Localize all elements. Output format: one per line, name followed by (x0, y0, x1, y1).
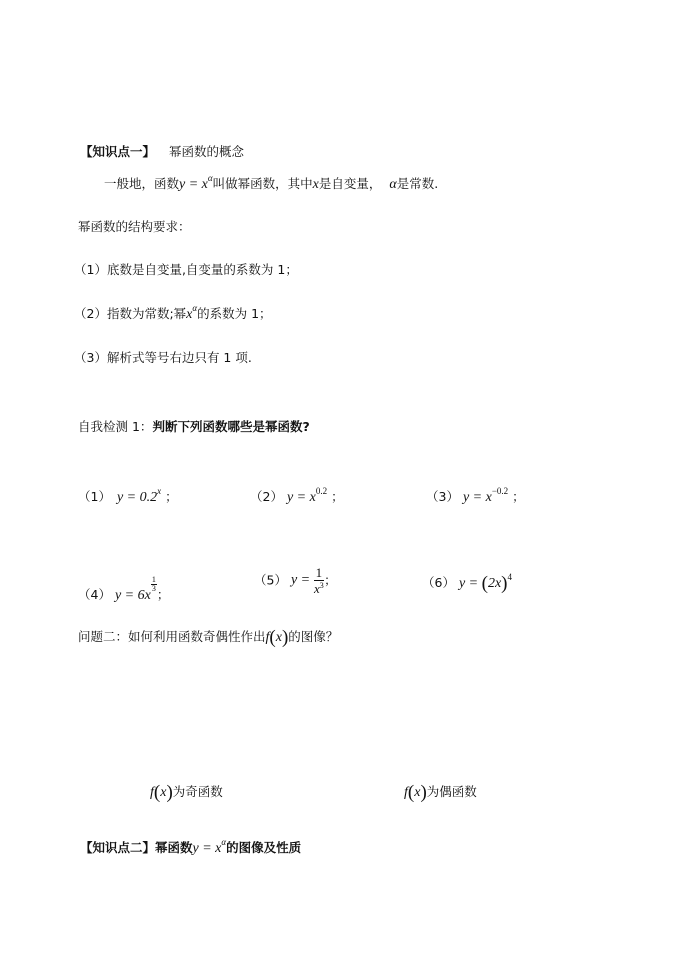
definition-suffix: 是常数. (396, 176, 439, 191)
check-item-5-fraction (314, 566, 325, 595)
check-item-4 (78, 576, 169, 603)
requirement-2-suffix: 的系数为 1； (197, 306, 272, 321)
question2-line (78, 628, 338, 647)
check-item-6 (422, 574, 512, 593)
check-item-6-formula: $y = (2x)^4$ (458, 572, 512, 594)
check-item-4-num: （4） (78, 587, 111, 602)
question2-suffix: 的图像？ (288, 629, 339, 644)
definition-alpha: α (389, 177, 397, 192)
section2-formula-exp: α (221, 837, 227, 847)
requirement-2-base: x (186, 307, 193, 322)
caption-even-f: f (404, 785, 408, 800)
definition-prefix: 一般地，函数 (104, 176, 180, 191)
check-item-5 (254, 566, 337, 595)
self-check-question: 判断下列函数哪些是幂函数? (152, 419, 310, 434)
definition-formula-exp: α (207, 173, 213, 183)
check-item-5-den-exp: 3 (319, 581, 324, 590)
check-item-2-num: （2） (250, 489, 283, 504)
check-item-5-num: （5） (254, 572, 287, 588)
check-item-2-exp: 0.2 (315, 486, 328, 496)
check-item-2-formula (286, 486, 328, 505)
check-item-1-lhs: y = 0.2 (116, 490, 158, 505)
caption-odd-x: x (160, 785, 167, 800)
check-item-3-lhs: y = x (462, 490, 492, 505)
check-item-2-lhs: y = x (286, 490, 316, 505)
check-item-3-tail: ； (512, 489, 525, 504)
check-item-3-formula (462, 486, 509, 505)
definition-var: x (312, 177, 319, 192)
caption-even-text: 为偶函数 (426, 784, 477, 799)
check-item-4-tail: ； (156, 587, 170, 602)
requirement-2-prefix: （2）指数为常数;幂 (74, 306, 187, 321)
check-item-3-num: （3） (426, 489, 459, 504)
check-item-4-lhs: y = 6x (114, 588, 151, 603)
section2-formula (192, 837, 227, 856)
section2-heading-label: 【知识点二】幂函数 (80, 840, 193, 855)
section2-formula-lhs: y = x (192, 841, 222, 856)
section1-heading-label: 【知识点一】 (80, 144, 156, 159)
check-item-6-exp: 4 (507, 572, 512, 582)
check-item-3 (426, 486, 525, 505)
check-item-2 (250, 486, 344, 505)
caption-even (404, 783, 477, 802)
check-item-5-tail: ； (324, 572, 337, 588)
check-item-5-frac-den (314, 581, 325, 595)
requirement-2 (74, 303, 272, 322)
section2-heading (80, 837, 302, 856)
question2-f: f (265, 630, 270, 645)
check-item-6-lhs: y = (458, 576, 482, 591)
check-item-1-exp: x (157, 486, 162, 496)
caption-even-formula: f(x) (404, 782, 427, 803)
question2-formula: f(x) (265, 627, 289, 648)
check-item-1 (78, 486, 178, 505)
check-item-2-tail: ； (331, 489, 344, 504)
question2-prefix: 问题二：如何利用函数奇偶性作出 (78, 629, 266, 644)
check-item-1-formula (116, 486, 162, 505)
section2-suffix: 的图像及性质 (226, 840, 302, 855)
definition-formula-lhs: y = x (179, 177, 208, 192)
check-item-6-inner: 2x (487, 576, 502, 591)
definition-middle2: 是自变量， (318, 176, 382, 191)
check-item-5-lhs: y = (290, 572, 314, 588)
section1-heading-title: 幂函数的概念 (169, 144, 245, 159)
definition-middle: 叫做幂函数，其中 (212, 176, 313, 191)
check-item-5-den-base: x (313, 581, 320, 596)
check-item-4-exp-num: 1 (151, 575, 156, 584)
check-item-4-formula (114, 575, 157, 603)
requirements-title: 幂函数的结构要求： (78, 219, 191, 234)
caption-odd-formula: f(x) (150, 782, 173, 803)
requirement-2-exp: α (192, 303, 198, 313)
check-item-3-exp: −0.2 (491, 486, 509, 496)
check-item-5-frac-num: 1 (315, 565, 323, 580)
requirement-3: （3）解析式等号右边只有 1 项. (74, 350, 252, 365)
check-item-4-exp-den: 3 (151, 584, 156, 593)
requirement-1: （1）底数是自变量,自变量的系数为 1； (74, 262, 298, 277)
definition-formula (179, 173, 213, 192)
section1-heading (80, 146, 244, 159)
self-check-label: 自我检测 1： (78, 419, 153, 434)
caption-odd (150, 783, 223, 802)
check-item-1-num: （1） (78, 489, 111, 504)
check-item-1-tail: ； (165, 489, 178, 504)
question2-x: x (275, 630, 282, 645)
check-item-6-num: （6） (422, 575, 455, 590)
self-check-line (78, 421, 310, 434)
caption-even-x: x (414, 785, 421, 800)
definition-line (104, 173, 439, 192)
caption-odd-text: 为奇函数 (172, 784, 223, 799)
caption-odd-f: f (150, 785, 154, 800)
